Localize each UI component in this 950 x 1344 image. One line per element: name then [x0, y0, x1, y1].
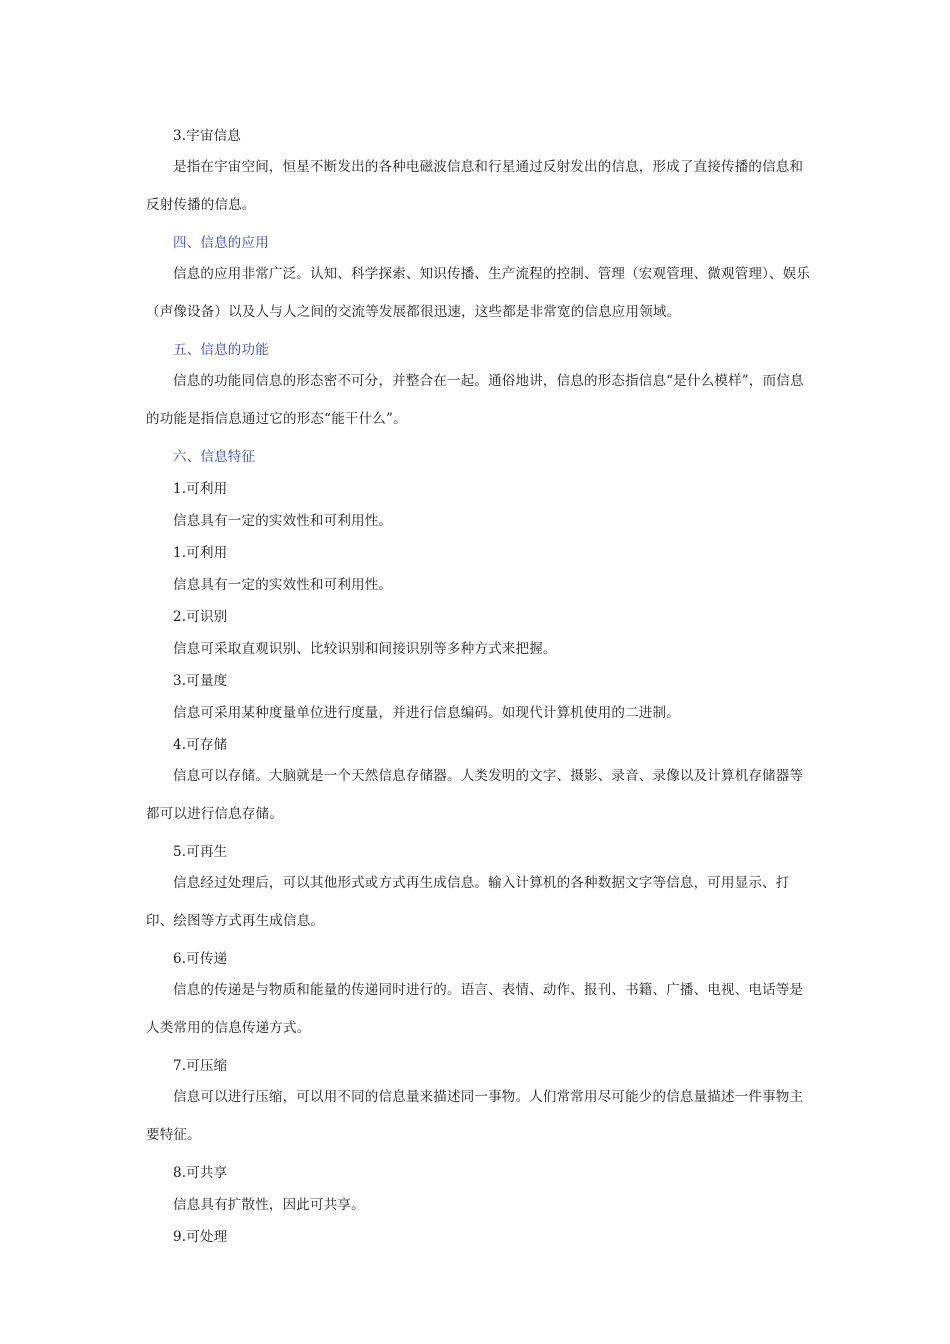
item-usable: 1.可利用 — [173, 481, 228, 497]
paragraph-compressible: 信息可以进行压缩，可以用不同的信息量来描述同一事物。人们常常用尽可能少的信息量描述一件事物主要特征。 — [146, 1089, 804, 1143]
item-renewable: 5.可再生 — [173, 844, 228, 860]
item-usable-repeat: 1.可利用 — [173, 545, 228, 561]
item-measurable: 3.可量度 — [173, 673, 228, 689]
item-shareable: 8.可共享 — [173, 1165, 228, 1181]
section-heading-application: 四、信息的应用 — [173, 235, 269, 251]
item-processable: 9.可处理 — [173, 1229, 228, 1245]
paragraph-application: 信息的应用非常广泛。认知、科学探索、知识传播、生产流程的控制、管理（宏观管理、微观管理）、娱乐（声像设备）以及人与人之间的交流等发展都很迅速，这些都是非常宽的信息应用领域。 — [146, 266, 811, 320]
text-measurable: 信息可采用某种度量单位进行度量，并进行信息编码。如现代计算机使用的二进制。 — [173, 705, 680, 721]
item-identifiable: 2.可识别 — [173, 609, 228, 625]
paragraph-storable: 信息可以存储。大脑就是一个天然信息存储器。人类发明的文字、摄影、录音、录像以及计算机存储器等都可以进行信息存储。 — [146, 768, 804, 822]
text-usable: 信息具有一定的实效性和可利用性。 — [173, 513, 393, 529]
item-storable: 4.可存储 — [173, 737, 228, 753]
text-usable-repeat: 信息具有一定的实效性和可利用性。 — [173, 577, 393, 593]
document-page — [146, 126, 814, 1247]
item-transferable: 6.可传递 — [173, 951, 228, 967]
paragraph-function: 信息的功能同信息的形态密不可分，并整合在一起。通俗地讲，信息的形态指信息“是什么模样”，而信息的功能是指信息通过它的形态“能干什么”。 — [146, 373, 804, 427]
item-compressible: 7.可压缩 — [173, 1058, 228, 1074]
item-cosmic-info: 3.宇宙信息 — [173, 128, 242, 144]
text-shareable: 信息具有扩散性，因此可共享。 — [173, 1197, 365, 1213]
section-heading-features: 六、信息特征 — [173, 449, 256, 465]
paragraph-cosmic-info: 是指在宇宙空间，恒星不断发出的各种电磁波信息和行星通过反射发出的信息，形成了直接传播的信息和反射传播的信息。 — [146, 159, 804, 213]
paragraph-renewable: 信息经过处理后，可以其他形式或方式再生成信息。输入计算机的各种数据文字等信息，可用显示、打印、绘图等方式再生成信息。 — [146, 875, 790, 929]
section-heading-function: 五、信息的功能 — [173, 342, 269, 358]
text-identifiable: 信息可采取直观识别、比较识别和间接识别等多种方式来把握。 — [173, 641, 557, 657]
paragraph-transferable: 信息的传递是与物质和能量的传递同时进行的。语言、表情、动作、报刊、书籍、广播、电视、电话等是人类常用的信息传递方式。 — [146, 982, 804, 1036]
